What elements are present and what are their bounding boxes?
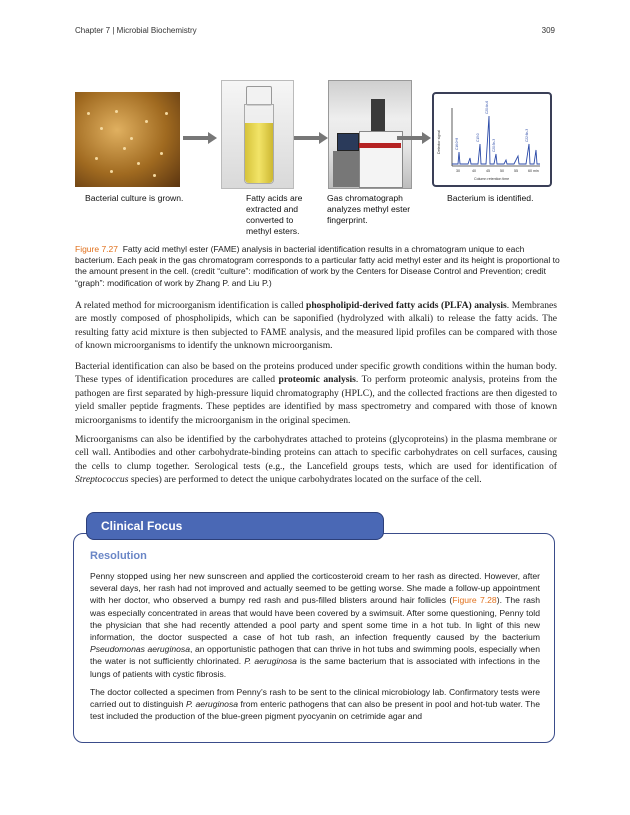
figure-row bbox=[75, 80, 555, 190]
species-name: Pseudomonas aeruginosa bbox=[90, 644, 191, 655]
chromatogram-panel bbox=[432, 92, 552, 187]
text-run: ). The rash was especially concentrated in areas that would have been covered by a swimsuit. After some questioning, Penny told the physician that she had recently attended a pool party and spent some time in a hot tub. In light of this new information, the doctor suspected a case of hot tub rash, an infection frequently caused by the bacterium bbox=[90, 595, 540, 643]
chromatogram-graph bbox=[434, 94, 550, 185]
tick-label: 55 bbox=[514, 169, 518, 173]
text-run: from enteric pathogens that can also be present in pool and hot-tub water. The test included the production of the blue-green pigment pyocyanin on cetrimide agar and bbox=[90, 699, 540, 722]
key-term: phospholipid-derived fatty acids (PLFA) analysis bbox=[306, 300, 507, 311]
peak-label: C16:0+8 bbox=[455, 137, 459, 150]
peak-label: C20:4n-6 bbox=[485, 100, 489, 114]
bacterial-culture-photo bbox=[75, 92, 180, 187]
text-run: The doctor collected a specimen from Penny’s rash to be sent to the clinical microbiology lab. Confirmatory tests were carried out to distinguish bbox=[90, 686, 540, 710]
clinical-focus-heading: Resolution bbox=[90, 550, 147, 562]
step-caption-extraction: Fatty acids are extracted and converted to methyl esters. bbox=[246, 193, 303, 236]
paragraph-carbohydrates bbox=[75, 433, 557, 493]
fatty-acid-vial-photo bbox=[221, 80, 294, 189]
text-run: , an opportunistic pathogen that can thrive in hot tubs and swimming pools, especially when the water is not sufficiently chlorinated. bbox=[90, 644, 540, 667]
tick-label: 40 bbox=[472, 169, 476, 173]
text-run: . To perform proteomic analysis, proteins from the pathogen are first separated by high-pressure liquid chromatography (HPLC), and the collected fractions are then digested to yield smaller peptide fragments. These peptides are identified by mass spectrometry and compared with those of known microorganisms to identify the microorganism in the original specimen. bbox=[75, 374, 557, 426]
clinical-focus-tab bbox=[86, 512, 384, 540]
page-header bbox=[75, 26, 555, 35]
figure-label: Figure 7.27 bbox=[75, 244, 118, 254]
text-run: is the same bacterium that is associated with infections in the lungs of patients with cystic fibrosis. bbox=[90, 656, 540, 679]
arrow-icon bbox=[294, 132, 330, 144]
tick-label: 50 bbox=[500, 169, 504, 173]
species-name: P. aeruginosa bbox=[186, 699, 239, 710]
chapter-title: Chapter 7 | Microbial Biochemistry bbox=[75, 26, 197, 35]
chromatogram-ylabel: Detector signal bbox=[437, 130, 441, 154]
key-term: proteomic analysis bbox=[278, 374, 356, 386]
step-caption-chromatograph: Gas chromatograph analyzes methyl ester fingerprint. bbox=[327, 193, 411, 225]
text-run: Bacterial identification can also be based on the proteins produced under specific growth conditions within the human body. These types of identification procedures are called bbox=[75, 361, 557, 386]
arrow-icon bbox=[183, 132, 219, 144]
text-run: . Membranes are mostly composed of phospholipids, which can be saponified (hydrolyzed with alkali) to release the fatty acids. The resulting fatty acid mixture is then subjected to FAME analysis, and the measured lipid profiles can be compared with those of known microorganisms to identify the unknown microorganism. bbox=[75, 300, 557, 352]
text-run: A related method for microorganism identification is called bbox=[75, 300, 307, 311]
figure-caption-text: Fatty acid methyl ester (FAME) analysis in bacterial identification results in a chromatogram unique to each bacterium. Each peak in the gas chromatogram corresponds to a particular fatty acid methyl ester and its height is proportional to the amount present in the cell. (credit “culture”: modification of work by the Centers for Disease Control and Prevention; credit “graph”: modification of work by Zhang P. and Liu P.) bbox=[75, 244, 560, 288]
step-caption-identified: Bacterium is identified. bbox=[447, 193, 534, 203]
clinical-focus-text bbox=[90, 570, 540, 728]
chromatogram-xlabel: Column retention time bbox=[474, 177, 510, 181]
figure-link[interactable]: Figure 7.28 bbox=[452, 595, 497, 606]
species-name: Streptococcus bbox=[75, 474, 129, 486]
figure-caption bbox=[75, 244, 560, 289]
tick-label: 30 bbox=[456, 169, 460, 173]
species-name: P. aeruginosa bbox=[244, 656, 297, 667]
peak-label: C20:5n-3 bbox=[492, 138, 496, 152]
text-run: Microorganisms can also be identified by the carbohydrates attached to proteins (glycoproteins) in the plasma membrane or cell wall. Antibodies and other carbohydrate-binding proteins can attach to specific carbohydrates on cell surfaces, causing the cells to clump together. Serological tests (e.g., the Lancefield groups tests, which are used for identification of bbox=[75, 434, 557, 472]
step-caption-culture: Bacterial culture is grown. bbox=[85, 193, 184, 203]
paragraph-plfa bbox=[75, 299, 557, 359]
text-run: species) are performed to detect the unique carbohydrates located on the surface of the cell. bbox=[128, 474, 482, 486]
clinical-focus-title: Clinical Focus bbox=[101, 519, 183, 533]
tick-label: 60 min bbox=[528, 169, 539, 173]
arrow-icon bbox=[397, 132, 433, 144]
peak-label: C15:0 bbox=[476, 133, 480, 142]
peak-label: C22:6n-3 bbox=[525, 128, 529, 142]
tick-label: 45 bbox=[486, 169, 490, 173]
page-number: 309 bbox=[541, 26, 555, 35]
text-run: Penny stopped using her new sunscreen and applied the corticosteroid cream to her rash as directed. However, after several days, her rash had not improved and actually seemed to be getting worse. She made a follow-up appointment with her doctor, who observed a bumpy red rash and pus-filled blisters around hair follicles ( bbox=[90, 571, 540, 606]
paragraph-proteomic bbox=[75, 360, 557, 433]
